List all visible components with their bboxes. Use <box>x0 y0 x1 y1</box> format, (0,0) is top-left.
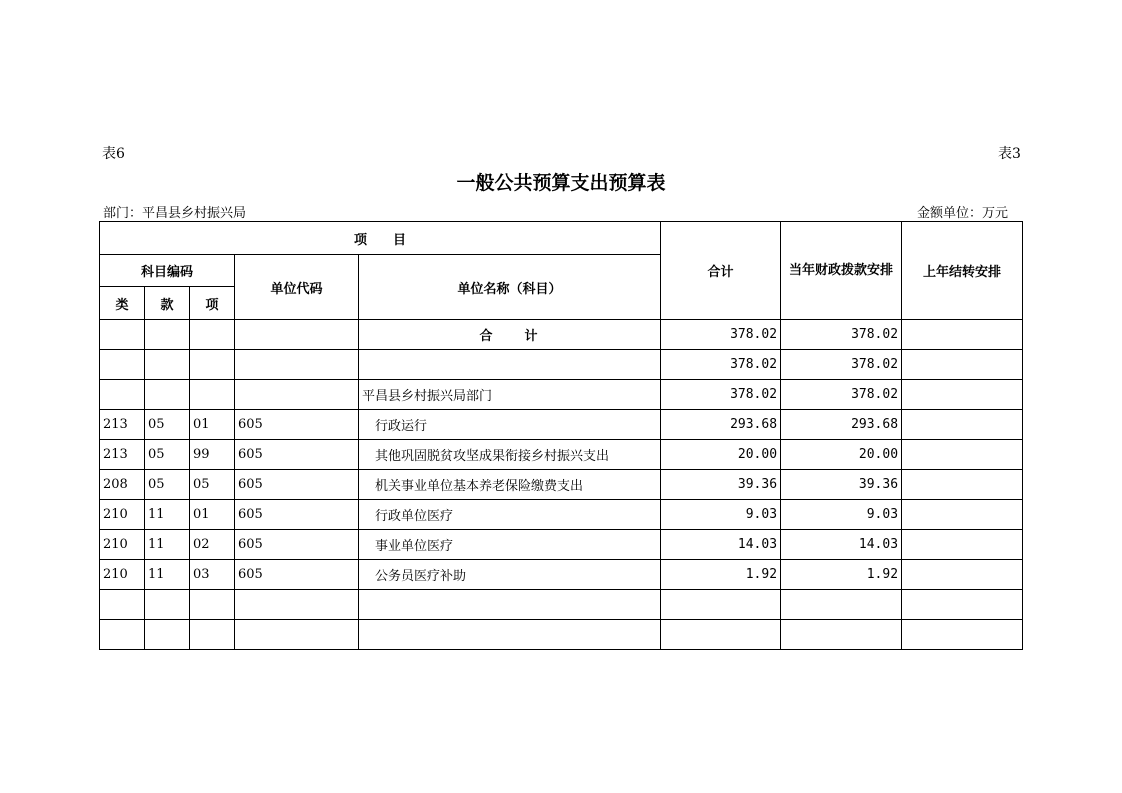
table-row <box>100 410 1023 440</box>
cell-current-year: 378.02 <box>781 350 902 380</box>
cell-carryover <box>902 410 1023 440</box>
cell-total: 39.36 <box>661 470 781 500</box>
cell-unit-name: 事业单位医疗 <box>359 530 661 560</box>
cell-unit-code: 605 <box>235 530 359 560</box>
cell-lei: 210 <box>100 530 145 560</box>
corner-label-right: 表3 <box>998 146 1021 162</box>
table-row <box>100 380 1023 410</box>
cell-unit-code <box>235 590 359 620</box>
header-unit-code: 单位代码 <box>235 255 359 320</box>
cell-unit-name <box>359 620 661 650</box>
cell-kuan <box>145 590 190 620</box>
cell-current-year: 293.68 <box>781 410 902 440</box>
cell-xiang <box>190 350 235 380</box>
cell-unit-code: 605 <box>235 410 359 440</box>
cell-total: 14.03 <box>661 530 781 560</box>
table-row <box>100 530 1023 560</box>
cell-current-year <box>781 620 902 650</box>
cell-kuan <box>145 320 190 350</box>
cell-current-year: 1.92 <box>781 560 902 590</box>
cell-total: 378.02 <box>661 380 781 410</box>
cell-xiang: 05 <box>190 470 235 500</box>
cell-carryover <box>902 500 1023 530</box>
table-row <box>100 560 1023 590</box>
cell-xiang: 02 <box>190 530 235 560</box>
cell-lei: 210 <box>100 560 145 590</box>
cell-carryover <box>902 530 1023 560</box>
department-label: 部门：平昌县乡村振兴局 <box>103 206 247 221</box>
cell-current-year: 378.02 <box>781 380 902 410</box>
header-total: 合计 <box>661 222 781 320</box>
header-lei: 类 <box>100 287 145 320</box>
cell-current-year <box>781 590 902 620</box>
cell-xiang <box>190 620 235 650</box>
cell-total: 378.02 <box>661 320 781 350</box>
cell-kuan <box>145 350 190 380</box>
cell-kuan: 05 <box>145 410 190 440</box>
cell-kuan: 11 <box>145 530 190 560</box>
cell-current-year: 378.02 <box>781 320 902 350</box>
cell-lei <box>100 350 145 380</box>
cell-unit-name <box>359 350 661 380</box>
cell-carryover <box>902 620 1023 650</box>
cell-unit-name: 公务员医疗补助 <box>359 560 661 590</box>
table-row <box>100 620 1023 650</box>
cell-carryover <box>902 320 1023 350</box>
cell-unit-name: 行政单位医疗 <box>359 500 661 530</box>
cell-total: 1.92 <box>661 560 781 590</box>
table-row <box>100 590 1023 620</box>
table-row <box>100 470 1023 500</box>
header-row-1 <box>100 222 1023 255</box>
cell-unit-code: 605 <box>235 500 359 530</box>
page-title: 一般公共预算支出预算表 <box>456 172 666 194</box>
cell-lei <box>100 320 145 350</box>
cell-kuan <box>145 620 190 650</box>
cell-kuan: 05 <box>145 470 190 500</box>
cell-current-year: 14.03 <box>781 530 902 560</box>
table-row <box>100 440 1023 470</box>
cell-total <box>661 620 781 650</box>
amount-unit-label: 金额单位：万元 <box>917 206 1009 221</box>
cell-xiang <box>190 320 235 350</box>
cell-lei: 210 <box>100 500 145 530</box>
cell-unit-name: 平昌县乡村振兴局部门 <box>359 380 661 410</box>
cell-xiang: 99 <box>190 440 235 470</box>
cell-xiang: 01 <box>190 500 235 530</box>
cell-kuan: 11 <box>145 560 190 590</box>
table-row <box>100 320 1023 350</box>
table-row <box>100 500 1023 530</box>
cell-xiang: 03 <box>190 560 235 590</box>
cell-unit-code <box>235 380 359 410</box>
header-unit-name: 单位名称（科目） <box>359 255 661 320</box>
cell-unit-code <box>235 320 359 350</box>
cell-kuan: 11 <box>145 500 190 530</box>
cell-total: 293.68 <box>661 410 781 440</box>
cell-unit-name <box>359 590 661 620</box>
cell-total: 378.02 <box>661 350 781 380</box>
cell-kuan: 05 <box>145 440 190 470</box>
cell-current-year: 39.36 <box>781 470 902 500</box>
header-xiang: 项 <box>190 287 235 320</box>
cell-current-year: 20.00 <box>781 440 902 470</box>
cell-xiang <box>190 380 235 410</box>
cell-unit-code <box>235 620 359 650</box>
header-kuan: 款 <box>145 287 190 320</box>
cell-lei: 208 <box>100 470 145 500</box>
cell-unit-code: 605 <box>235 470 359 500</box>
cell-total <box>661 590 781 620</box>
cell-unit-code <box>235 350 359 380</box>
cell-lei <box>100 590 145 620</box>
cell-lei <box>100 620 145 650</box>
cell-lei: 213 <box>100 440 145 470</box>
cell-lei: 213 <box>100 410 145 440</box>
cell-unit-name: 机关事业单位基本养老保险缴费支出 <box>359 470 661 500</box>
cell-unit-name: 合 计 <box>359 320 661 350</box>
header-project: 项 目 <box>100 222 661 255</box>
cell-carryover <box>902 350 1023 380</box>
cell-carryover <box>902 470 1023 500</box>
cell-xiang: 01 <box>190 410 235 440</box>
cell-unit-code: 605 <box>235 440 359 470</box>
cell-unit-name: 行政运行 <box>359 410 661 440</box>
cell-lei <box>100 380 145 410</box>
header-carryover: 上年结转安排 <box>902 222 1023 320</box>
cell-total: 20.00 <box>661 440 781 470</box>
header-subject-code: 科目编码 <box>100 255 235 287</box>
cell-current-year: 9.03 <box>781 500 902 530</box>
header-current-year: 当年财政拨款安排 <box>781 222 902 320</box>
cell-carryover <box>902 440 1023 470</box>
cell-kuan <box>145 380 190 410</box>
cell-carryover <box>902 380 1023 410</box>
corner-label-left: 表6 <box>102 146 125 162</box>
cell-unit-name: 其他巩固脱贫攻坚成果衔接乡村振兴支出 <box>359 440 661 470</box>
cell-xiang <box>190 590 235 620</box>
cell-carryover <box>902 560 1023 590</box>
budget-table <box>99 221 1023 650</box>
table-row <box>100 350 1023 380</box>
cell-carryover <box>902 590 1023 620</box>
cell-unit-code: 605 <box>235 560 359 590</box>
cell-total: 9.03 <box>661 500 781 530</box>
